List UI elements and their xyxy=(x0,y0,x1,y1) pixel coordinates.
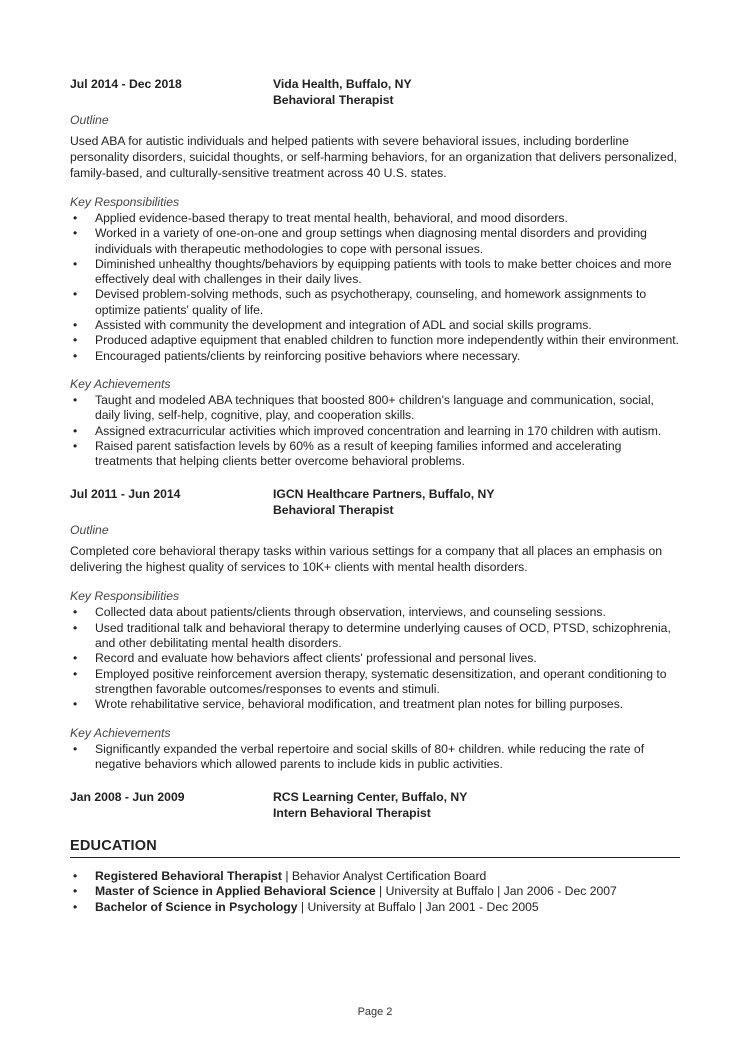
outline-label: Outline xyxy=(70,113,109,127)
list-item: • Record and evaluate how behaviors affect clients' professional and personal lives. xyxy=(70,651,680,666)
responsibilities-label: Key Responsibilities xyxy=(70,589,180,604)
education-degree: Bachelor of Science in Psychology xyxy=(95,899,298,914)
education-detail: | University at Buffalo | Jan 2006 - Dec 2007 xyxy=(375,884,617,899)
list-item: • Assisted with community the development and integration of ADL and social skills programs. xyxy=(70,318,680,333)
job-org-block xyxy=(273,789,467,821)
achievements-label: Key Achievements xyxy=(70,376,171,391)
job-organization: RCS Learning Center, Buffalo, NY xyxy=(273,790,468,805)
job-org-block xyxy=(273,76,412,108)
education-heading: EDUCATION xyxy=(70,837,680,858)
list-item: • Applied evidence-based therapy to treat mental health, behavioral, and mood disorders. xyxy=(70,211,680,226)
outline-text: Completed core behavioral therapy tasks within various settings for a company that all places an emphasis on delivering the highest quality of services to 10K+ clients with mental health disorders. xyxy=(70,544,663,575)
resume-page xyxy=(70,76,680,915)
job-entry xyxy=(70,486,680,772)
job-title: Behavioral Therapist xyxy=(273,93,394,107)
education-degree: Master of Science in Applied Behavioral Science xyxy=(95,884,376,899)
job-header xyxy=(70,789,680,821)
job-header xyxy=(70,76,680,108)
job-header xyxy=(70,486,680,518)
job-date: Jul 2014 - Dec 2018 xyxy=(70,77,182,91)
education-detail: | Behavior Analyst Certification Board xyxy=(281,869,487,884)
list-item: • Produced adaptive equipment that enabled children to function more independently within their environment. xyxy=(70,333,680,348)
job-title: Behavioral Therapist xyxy=(273,503,394,518)
achievements-label: Key Achievements xyxy=(70,725,171,740)
list-item: • Taught and modeled ABA techniques that boosted 800+ children's language and communication, social, daily living, self-help, cognitive, play, and cooperation skills. xyxy=(70,393,680,424)
list-item: • Wrote rehabilitative service, behavioral modification, and treatment plan notes for billing purposes. xyxy=(70,697,680,712)
job-organization: IGCN Healthcare Partners, Buffalo, NY xyxy=(273,487,495,502)
list-item: • Encouraged patients/clients by reinforcing positive behaviors where necessary. xyxy=(70,349,680,364)
job-date: Jan 2008 - Jun 2009 xyxy=(70,790,185,805)
list-item: • Diminished unhealthy thoughts/behaviors by equipping patients with tools to make better choices and more effectively deal with challenges in their daily lives. xyxy=(70,257,680,288)
job-date: Jul 2011 - Jun 2014 xyxy=(70,487,181,502)
list-item: • Devised problem-solving methods, such as psychotherapy, counseling, and homework assignments to optimize patients' quality of life. xyxy=(70,287,680,318)
list-item: • Significantly expanded the verbal repertoire and social skills of 80+ children. while reducing the rate of negative behaviors which allowed parents to include kids in public activities. xyxy=(70,742,680,773)
job-entry xyxy=(70,76,680,469)
education-item xyxy=(70,900,680,915)
page-number: Page 2 xyxy=(357,1006,393,1018)
list-item: • Assigned extracurricular activities which improved concentration and learning in 170 children with autism. xyxy=(70,424,680,439)
education-list xyxy=(70,869,680,915)
list-item: • Used traditional talk and behavioral therapy to determine underlying causes of OCD, PTSD, schizophrenia, and other debilitating mental health disorders. xyxy=(70,621,680,652)
job-org-block xyxy=(273,486,494,518)
responsibilities-label: Key Responsibilities xyxy=(70,195,180,209)
achievements-list xyxy=(70,393,680,469)
job-organization: Vida Health, Buffalo, NY xyxy=(273,77,412,91)
achievements-list xyxy=(70,742,680,773)
education-item xyxy=(70,869,680,884)
list-item: • Raised parent satisfaction levels by 60% as a result of keeping families informed and accelerating treatments that helping clients better overcome behavioral problems. xyxy=(70,439,680,470)
list-item: • Employed positive reinforcement aversion therapy, systematic desensitization, and operant conditioning to strengthen favorable outcomes/responses to events and stimuli. xyxy=(70,667,680,698)
list-item: • Collected data about patients/clients through observation, interviews, and counseling sessions. xyxy=(70,605,680,620)
responsibilities-list xyxy=(70,211,680,364)
job-entry xyxy=(70,789,680,821)
job-title: Intern Behavioral Therapist xyxy=(273,806,431,821)
outline-label: Outline xyxy=(70,523,109,538)
outline-text: Used ABA for autistic individuals and helped patients with severe behavioral issues, including borderline personality disorders, suicidal thoughts, or self-harming behaviors, for an organization that delivers personalized, family-based, and culturally-sensitive treatment across 40 U.S. states. xyxy=(70,134,677,180)
education-degree: Registered Behavioral Therapist xyxy=(95,869,282,884)
education-item xyxy=(70,884,680,899)
list-item: • Worked in a variety of one-on-one and group settings when diagnosing mental disorders and providing individuals with therapeutic methodologies to cope with personal issues. xyxy=(70,226,680,257)
responsibilities-list xyxy=(70,605,680,712)
education-detail: | University at Buffalo | Jan 2001 - Dec 2005 xyxy=(297,899,539,914)
